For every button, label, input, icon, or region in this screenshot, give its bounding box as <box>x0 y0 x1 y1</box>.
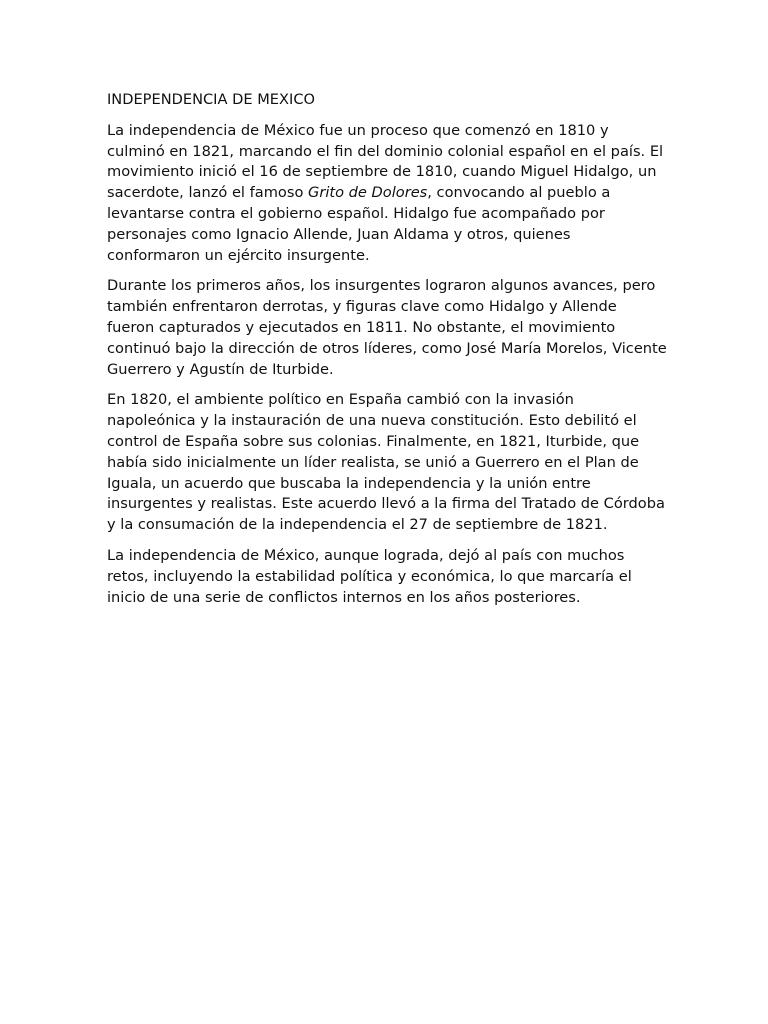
document-title: INDEPENDENCIA DE MEXICO <box>107 91 315 108</box>
document-page <box>107 90 667 618</box>
paragraph-2: Durante los primeros años, los insurgentes lograron algunos avances, pero también enfrentaron derrotas, y figuras clave como Hidalgo y Allende fueron capturados y ejecutados en 1811. No obstante, el movimiento continuó bajo la dirección de otros líderes, como José María Morelos, Vicente Guerrero y Agustín de Iturbide. <box>107 277 667 378</box>
paragraph-3: En 1820, el ambiente político en España cambió con la invasión napoleónica y la instauración de una nueva constitución. Esto debilitó el control de España sobre sus colonias. Finalmente, en 1821, Iturbide, que había sido inicialmente un líder realista, se unió a Guerrero en el Plan de Iguala, un acuerdo que buscaba la independencia y la unión entre insurgentes y realistas. Este acuerdo llevó a la firma del Tratado de Córdoba y la consumación de la independencia el 27 de septiembre de 1821. <box>107 391 665 534</box>
paragraph-1-text-start: La independencia de México fue un proceso que comenzó en 1810 y culminó en 1821, marcando el fin del dominio colonial español en el país. El movimiento inició el 16 de septiembre de 1810, cuando Miguel Hidalgo, un sacerdote, lanzó el famoso <box>107 121 664 202</box>
paragraph-1-emphasis: Grito de Dolores <box>308 184 428 202</box>
paragraph-1-text-end: , convocando al pueblo a levantarse contra el gobierno español. Hidalgo fue acompañado por personajes como Ignacio Allende, Juan Aldama y otros, quienes conformaron un ejército insurgente. <box>107 184 611 264</box>
paragraph-4: La independencia de México, aunque lograda, dejó al país con muchos retos, incluyendo la estabilidad política y económica, lo que marcaría el inicio de una serie de conflictos internos en los años posteriores. <box>107 546 632 606</box>
paragraph-1 <box>107 121 667 267</box>
